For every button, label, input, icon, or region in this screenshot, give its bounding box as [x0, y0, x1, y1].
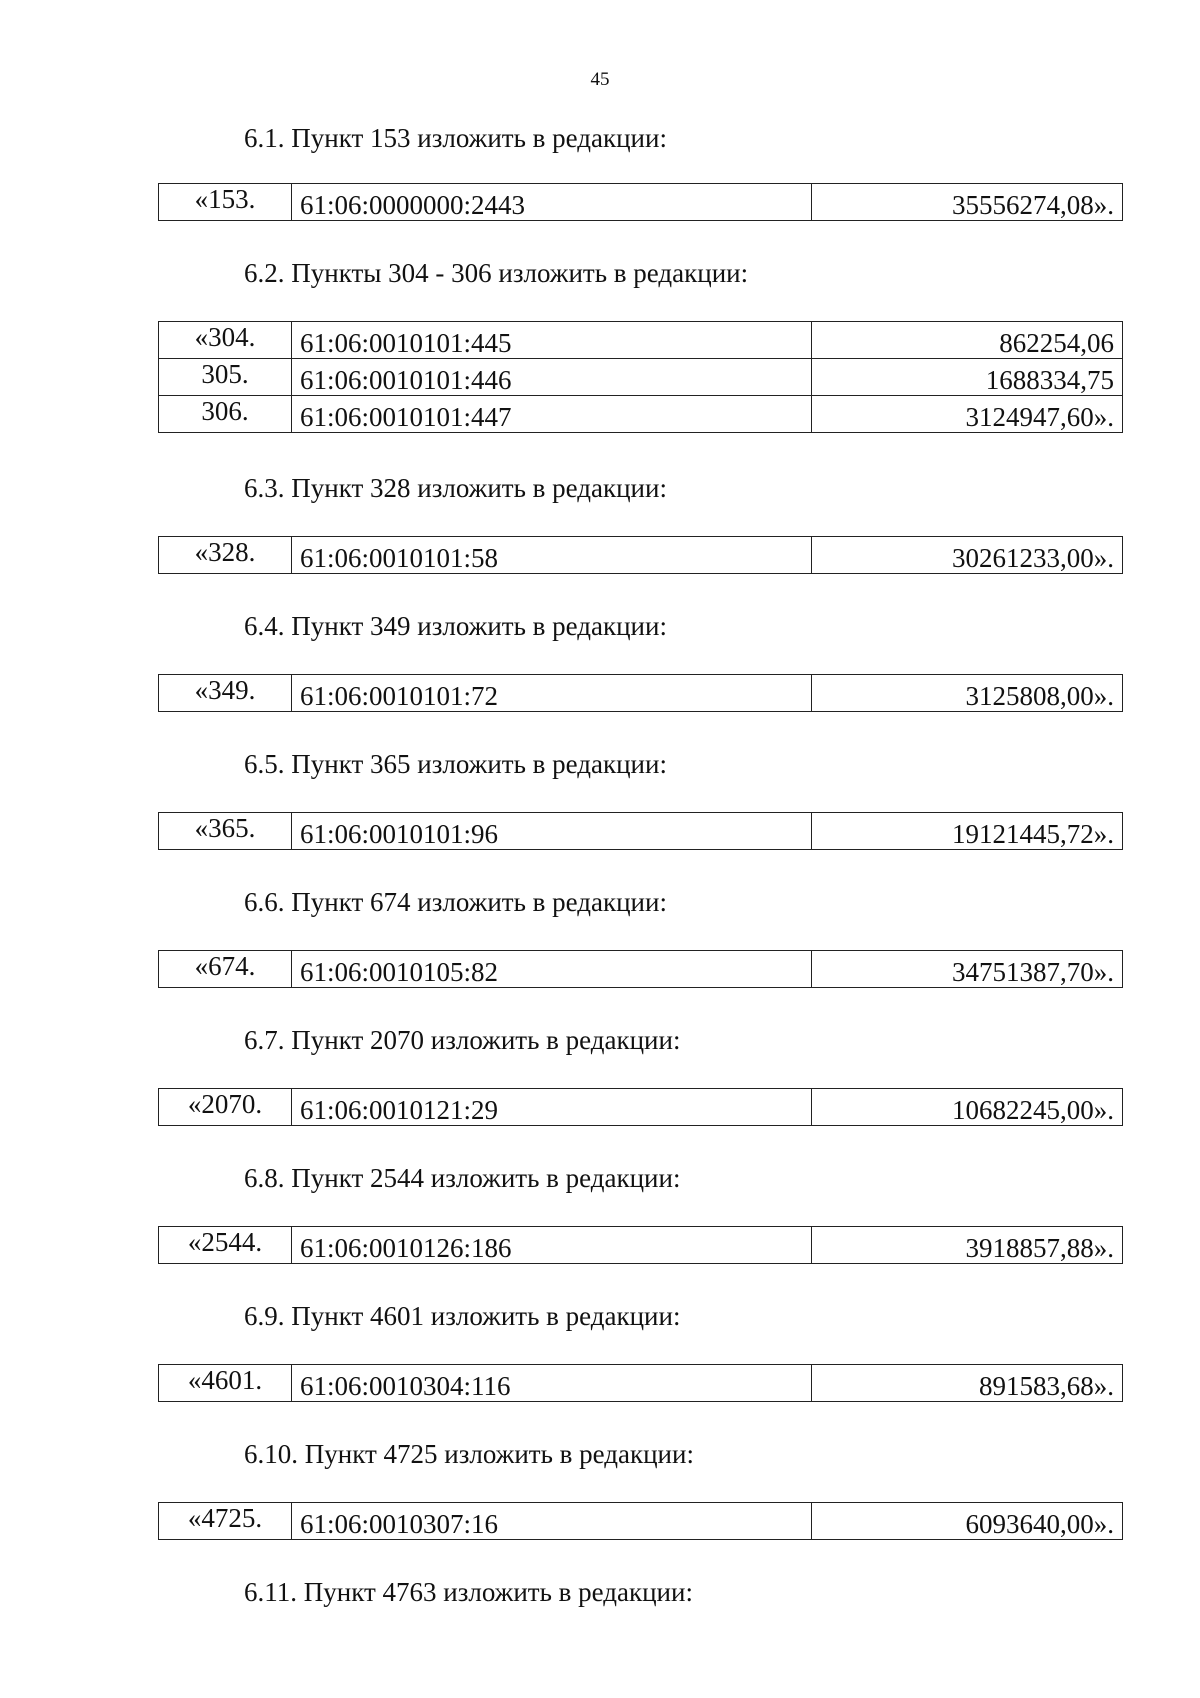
cadastral-value: 1688334,75 — [812, 359, 1123, 396]
amendment-table — [158, 674, 1123, 712]
table-row — [159, 184, 1123, 221]
amendment-table — [158, 812, 1123, 850]
page-number: 45 — [590, 69, 610, 90]
section-heading: 6.4. Пункт 349 изложить в редакции: — [244, 611, 667, 641]
amendment-table — [158, 1226, 1123, 1264]
cadastral-value: 6093640,00». — [812, 1503, 1123, 1540]
section-heading: 6.9. Пункт 4601 изложить в редакции: — [244, 1301, 681, 1331]
cadastral-value: 35556274,08». — [812, 184, 1123, 221]
cadastral-number: 61:06:0010101:447 — [292, 396, 812, 433]
section-heading: 6.8. Пункт 2544 изложить в редакции: — [244, 1163, 681, 1193]
cadastral-number: 61:06:0010101:96 — [292, 813, 812, 850]
cadastral-value: 34751387,70». — [812, 951, 1123, 988]
cadastral-value: 3125808,00». — [812, 675, 1123, 712]
section-heading: 6.5. Пункт 365 изложить в редакции: — [244, 749, 667, 779]
amendment-table — [158, 1364, 1123, 1402]
cadastral-value: 862254,06 — [812, 322, 1123, 359]
item-number: «674. — [159, 951, 292, 988]
item-number: «2544. — [159, 1227, 292, 1264]
table-row — [159, 951, 1123, 988]
cadastral-number: 61:06:0010105:82 — [292, 951, 812, 988]
table-row — [159, 322, 1123, 359]
section-heading: 6.6. Пункт 674 изложить в редакции: — [244, 887, 667, 917]
section-heading: 6.1. Пункт 153 изложить в редакции: — [244, 123, 667, 153]
table-row — [159, 359, 1123, 396]
item-number: «365. — [159, 813, 292, 850]
cadastral-number: 61:06:0010121:29 — [292, 1089, 812, 1126]
cadastral-value: 30261233,00». — [812, 537, 1123, 574]
section-heading: 6.3. Пункт 328 изложить в редакции: — [244, 473, 667, 503]
cadastral-value: 3918857,88». — [812, 1227, 1123, 1264]
cadastral-number: 61:06:0010304:116 — [292, 1365, 812, 1402]
cadastral-number: 61:06:0010307:16 — [292, 1503, 812, 1540]
item-number: «328. — [159, 537, 292, 574]
amendment-table — [158, 183, 1123, 221]
cadastral-value: 19121445,72». — [812, 813, 1123, 850]
table-row — [159, 1227, 1123, 1264]
cadastral-number: 61:06:0000000:2443 — [292, 184, 812, 221]
table-row — [159, 1365, 1123, 1402]
item-number: «2070. — [159, 1089, 292, 1126]
cadastral-number: 61:06:0010101:445 — [292, 322, 812, 359]
table-row — [159, 396, 1123, 433]
table-row — [159, 813, 1123, 850]
cadastral-number: 61:06:0010126:186 — [292, 1227, 812, 1264]
amendment-table — [158, 321, 1123, 433]
cadastral-number: 61:06:0010101:446 — [292, 359, 812, 396]
amendment-table — [158, 1502, 1123, 1540]
cadastral-number: 61:06:0010101:58 — [292, 537, 812, 574]
table-row — [159, 1503, 1123, 1540]
section-heading: 6.11. Пункт 4763 изложить в редакции: — [244, 1577, 693, 1607]
cadastral-value: 891583,68». — [812, 1365, 1123, 1402]
table-row — [159, 675, 1123, 712]
cadastral-value: 10682245,00». — [812, 1089, 1123, 1126]
item-number: «304. — [159, 322, 292, 359]
amendment-table — [158, 536, 1123, 574]
cadastral-number: 61:06:0010101:72 — [292, 675, 812, 712]
item-number: «349. — [159, 675, 292, 712]
item-number: 305. — [159, 359, 292, 396]
table-row — [159, 1089, 1123, 1126]
amendment-table — [158, 1088, 1123, 1126]
section-heading: 6.2. Пункты 304 - 306 изложить в редакции: — [244, 258, 749, 288]
item-number: «4601. — [159, 1365, 292, 1402]
item-number: «153. — [159, 184, 292, 221]
amendment-table — [158, 950, 1123, 988]
item-number: «4725. — [159, 1503, 292, 1540]
section-heading: 6.7. Пункт 2070 изложить в редакции: — [244, 1025, 681, 1055]
section-heading: 6.10. Пункт 4725 изложить в редакции: — [244, 1439, 694, 1469]
item-number: 306. — [159, 396, 292, 433]
cadastral-value: 3124947,60». — [812, 396, 1123, 433]
table-row — [159, 537, 1123, 574]
